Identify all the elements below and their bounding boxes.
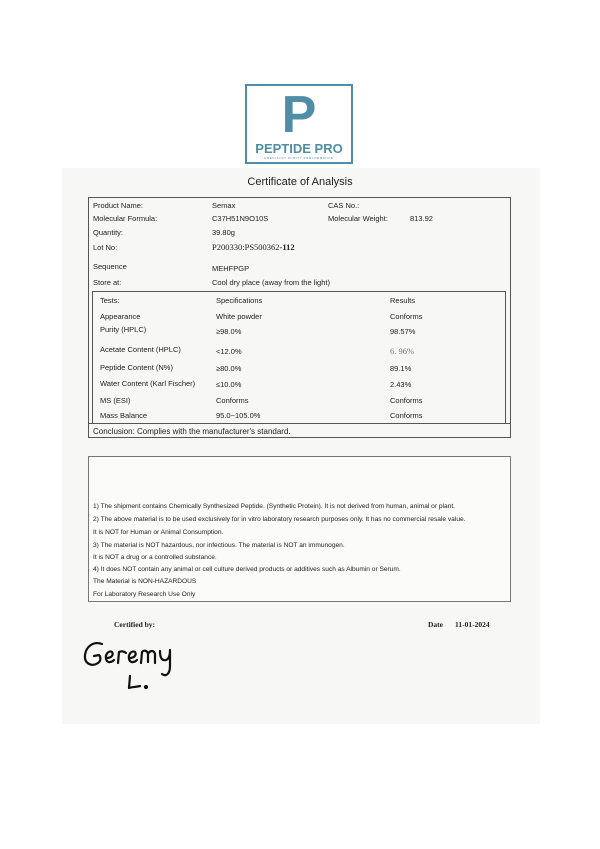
weight-label: Molecular Weight: xyxy=(328,214,388,223)
test-result: 2.43% xyxy=(390,380,412,389)
certified-by-label: Certified by: xyxy=(114,620,156,629)
test-result: 98.57% xyxy=(390,327,416,336)
quantity-label: Quantity: xyxy=(93,228,124,237)
specifications-header: Specifications xyxy=(216,296,263,305)
test-spec: White powder xyxy=(216,312,262,321)
date-label: Date xyxy=(428,620,443,629)
test-result: Conforms xyxy=(390,312,423,321)
product-name-value: Semax xyxy=(212,201,236,210)
handwritten-signature xyxy=(80,636,210,696)
store-value: Cool dry place (away from the light) xyxy=(212,278,330,287)
sequence-label: Sequence xyxy=(93,262,127,271)
test-name: Water Content (Karl Fischer) xyxy=(100,379,196,388)
conclusion-text: Conclusion: Complies with the manufacturer's standard. xyxy=(93,427,291,436)
formula-value: C37H51N9O10S xyxy=(212,214,269,223)
document-title: Certificate of Analysis xyxy=(247,176,353,188)
test-result: Conforms xyxy=(390,411,423,420)
note-line: For Laboratory Research Use Only xyxy=(93,591,196,598)
test-spec: 95.0~105.0% xyxy=(216,411,261,420)
test-name: Mass Balance xyxy=(100,411,148,420)
tests-header: Tests: xyxy=(100,296,120,305)
date-value: 11-01-2024 xyxy=(455,620,490,629)
lot-value-suffix: -112 xyxy=(279,242,295,252)
quantity-value: 39.80g xyxy=(212,228,235,237)
test-result: 89.1% xyxy=(390,364,412,373)
test-spec: ≥98.0% xyxy=(216,327,242,336)
note-line: It is NOT a drug or a controlled substance. xyxy=(93,554,217,561)
test-spec: ≤10.0% xyxy=(216,380,242,389)
conclusion-divider xyxy=(88,423,511,424)
test-name: Peptide Content (N%) xyxy=(100,363,173,372)
weight-value: 813.92 xyxy=(410,214,433,223)
cas-label: CAS No.: xyxy=(328,201,360,210)
note-line: 2) The above material is to be used exclusively for in vitro laboratory research purposes only. It has no commercial resale value. xyxy=(93,516,466,523)
test-spec: <12.0% xyxy=(216,347,242,356)
test-name: Acetate Content (HPLC) xyxy=(100,345,181,354)
test-spec: Conforms xyxy=(216,396,249,405)
test-result: Conforms xyxy=(390,396,423,405)
test-name: Appearance xyxy=(100,312,141,321)
logo-name: PEPTIDE PRO xyxy=(255,141,343,156)
tests-table xyxy=(92,291,506,424)
store-label: Store at: xyxy=(93,278,122,287)
note-line: 3) The material is NOT hazardous, nor infectious. The material is NOT an immunogen. xyxy=(93,542,345,549)
logo-letter: P xyxy=(281,86,317,144)
test-name: Purity (HPLC) xyxy=(100,325,147,334)
test-name: MS (ESI) xyxy=(100,396,131,405)
sequence-value: MEHFPGP xyxy=(212,264,250,273)
test-result: 6. 96% xyxy=(390,346,415,356)
lot-label: Lot No: xyxy=(93,243,118,252)
peptide-pro-logo xyxy=(245,84,353,164)
note-line: 1) The shipment contains Chemically Synthesized Peptide. (Synthetic Protein). It is not derived from human, animal or plant. xyxy=(93,503,455,510)
formula-label: Molecular Formula: xyxy=(93,214,158,223)
note-line: It is NOT for Human or Animal Consumption. xyxy=(93,529,224,536)
results-header: Results xyxy=(390,296,416,305)
note-line: The Material is NON-HAZARDOUS xyxy=(93,578,197,585)
product-name-label: Product Name: xyxy=(93,201,144,210)
note-line: 4) It does NOT contain any animal or cell culture derived products or additives such as Albumin or Serum. xyxy=(93,566,401,573)
test-spec: ≥80.0% xyxy=(216,364,242,373)
logo-tagline: PRECISION PURITY PERFORMANCE xyxy=(264,156,334,160)
lot-value xyxy=(212,242,295,252)
lot-value-main: P200330:PS500362 xyxy=(212,242,280,252)
